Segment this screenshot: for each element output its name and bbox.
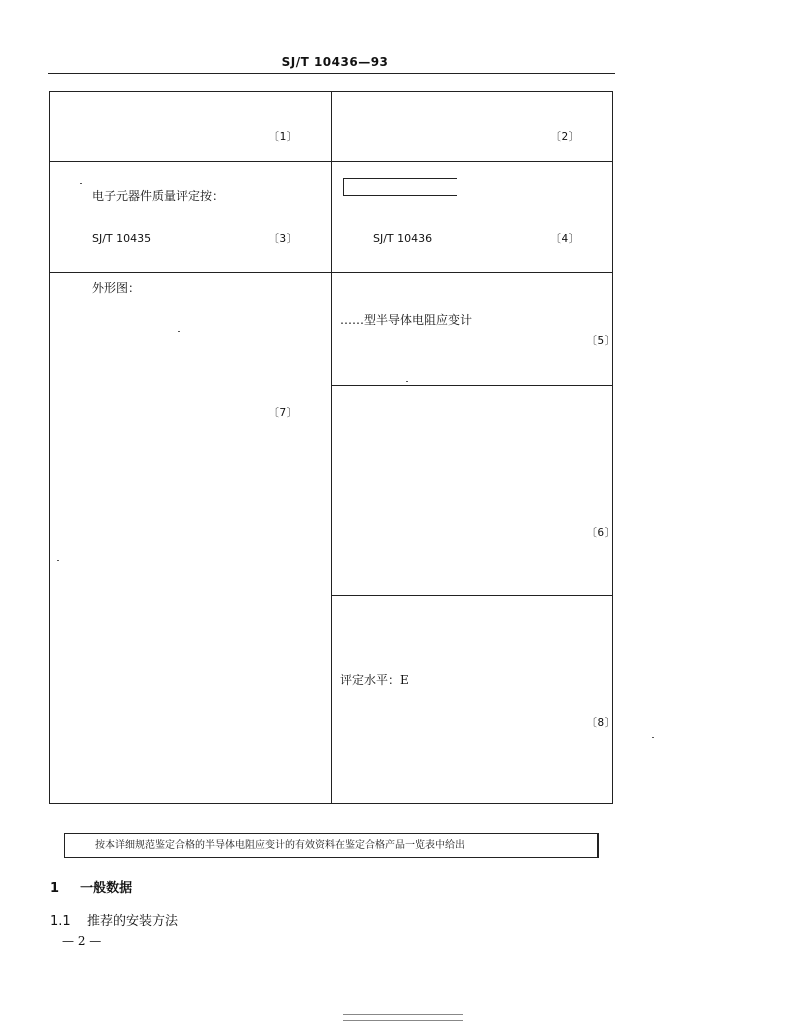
ref-marker-3: 〔3〕 [268, 232, 299, 245]
standard-number: SJ/T 10436—93 [281, 55, 389, 69]
ref-marker-8: 〔8〕 [586, 716, 617, 729]
ref-marker-7: 〔7〕 [268, 406, 299, 419]
section-1-number: 1 [50, 881, 60, 896]
column-divider [331, 91, 332, 804]
scan-speck [178, 331, 180, 332]
std-number-left: SJ/T 10435 [92, 232, 152, 245]
ref-marker-4: 〔4〕 [550, 232, 581, 245]
qa-label: 电子元器件质量评定按： [92, 189, 225, 203]
outline-drawing-label: 外形图： [92, 281, 141, 295]
device-type-label: ……型半导体电阻应变计 [340, 313, 473, 327]
ref-marker-2: 〔2〕 [550, 130, 581, 143]
section-1-1-title: 推荐的安装方法 [86, 914, 178, 929]
note-box [64, 833, 599, 858]
scan-speck [80, 183, 82, 184]
section-1-1-number: 1.1 [50, 914, 71, 929]
section-1-heading [50, 877, 132, 896]
note-text: 按本详细规范鉴定合格的半导体电阻应变计的有效资料在鉴定合格产品一览表中给出 [95, 840, 465, 851]
row-divider-right-2 [331, 595, 613, 596]
scan-speck [406, 381, 408, 382]
scan-speck [652, 737, 654, 738]
ref-marker-1: 〔1〕 [268, 130, 299, 143]
row-divider-right-1 [331, 385, 613, 386]
section-1-title: 一般数据 [80, 881, 133, 896]
ref-marker-6: 〔6〕 [586, 526, 617, 539]
ref-marker-5: 〔5〕 [586, 334, 617, 347]
page-number: — 2 — [62, 934, 102, 948]
row-divider-1 [49, 161, 613, 162]
scan-edge-strip [343, 1014, 463, 1021]
section-1-1-heading [50, 910, 178, 929]
row-divider-2 [49, 272, 613, 273]
std-number-right: SJ/T 10436 [373, 232, 433, 245]
header-rule [48, 73, 615, 74]
blank-field-box [343, 178, 457, 196]
assessment-level-label: 评定水平：E [340, 673, 409, 687]
scan-speck [57, 560, 59, 561]
